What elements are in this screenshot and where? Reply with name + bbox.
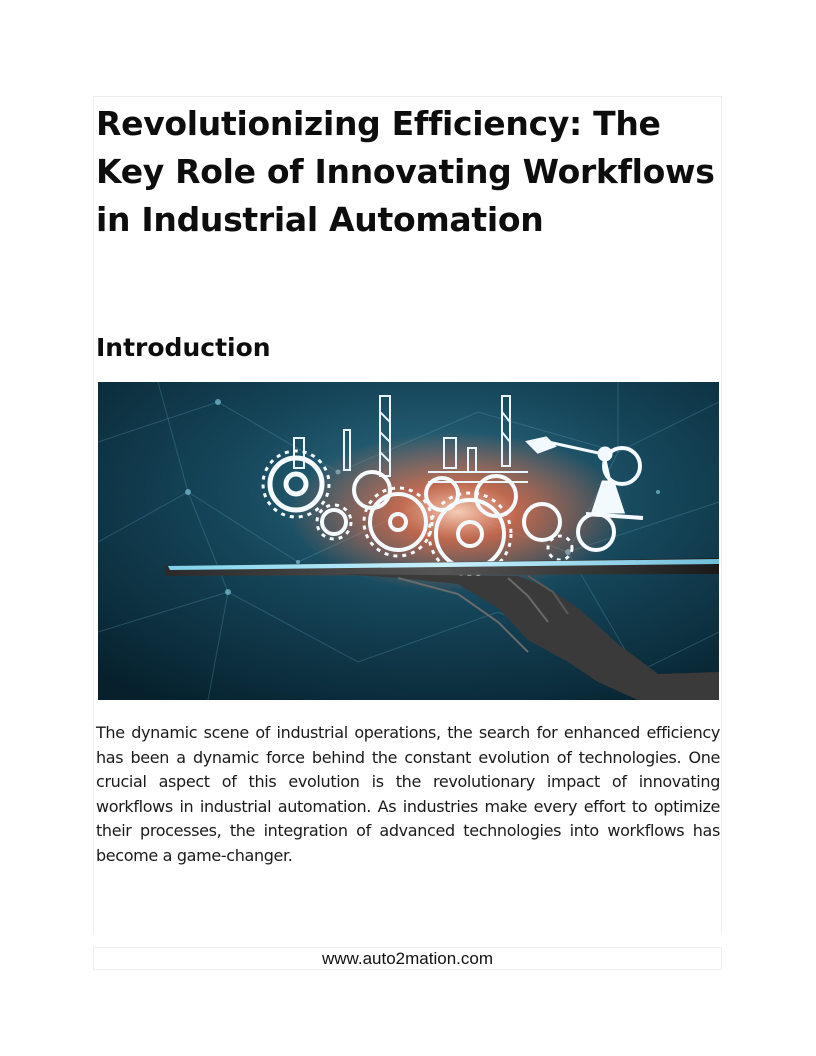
intro-paragraph: The dynamic scene of industrial operations, the search for enhanced efficiency has been a dynamic force behind the constant evolution of technologies. One crucial aspect of this evolution is the revolutionary impact of innovating workflows in industrial automation. As industries make every effort to optimize their processes, the integration of advanced technologies into workflows has become a game-changer. [96,723,720,865]
section-heading-introduction: Introduction [96,333,271,362]
illustration-svg [98,382,719,700]
page-title: Revolutionizing Efficiency: The Key Role of Innovating Workflows in Industrial Automation [96,104,715,239]
industrial-automation-illustration [98,382,719,700]
footer-url[interactable]: www.auto2mation.com [321,949,494,968]
